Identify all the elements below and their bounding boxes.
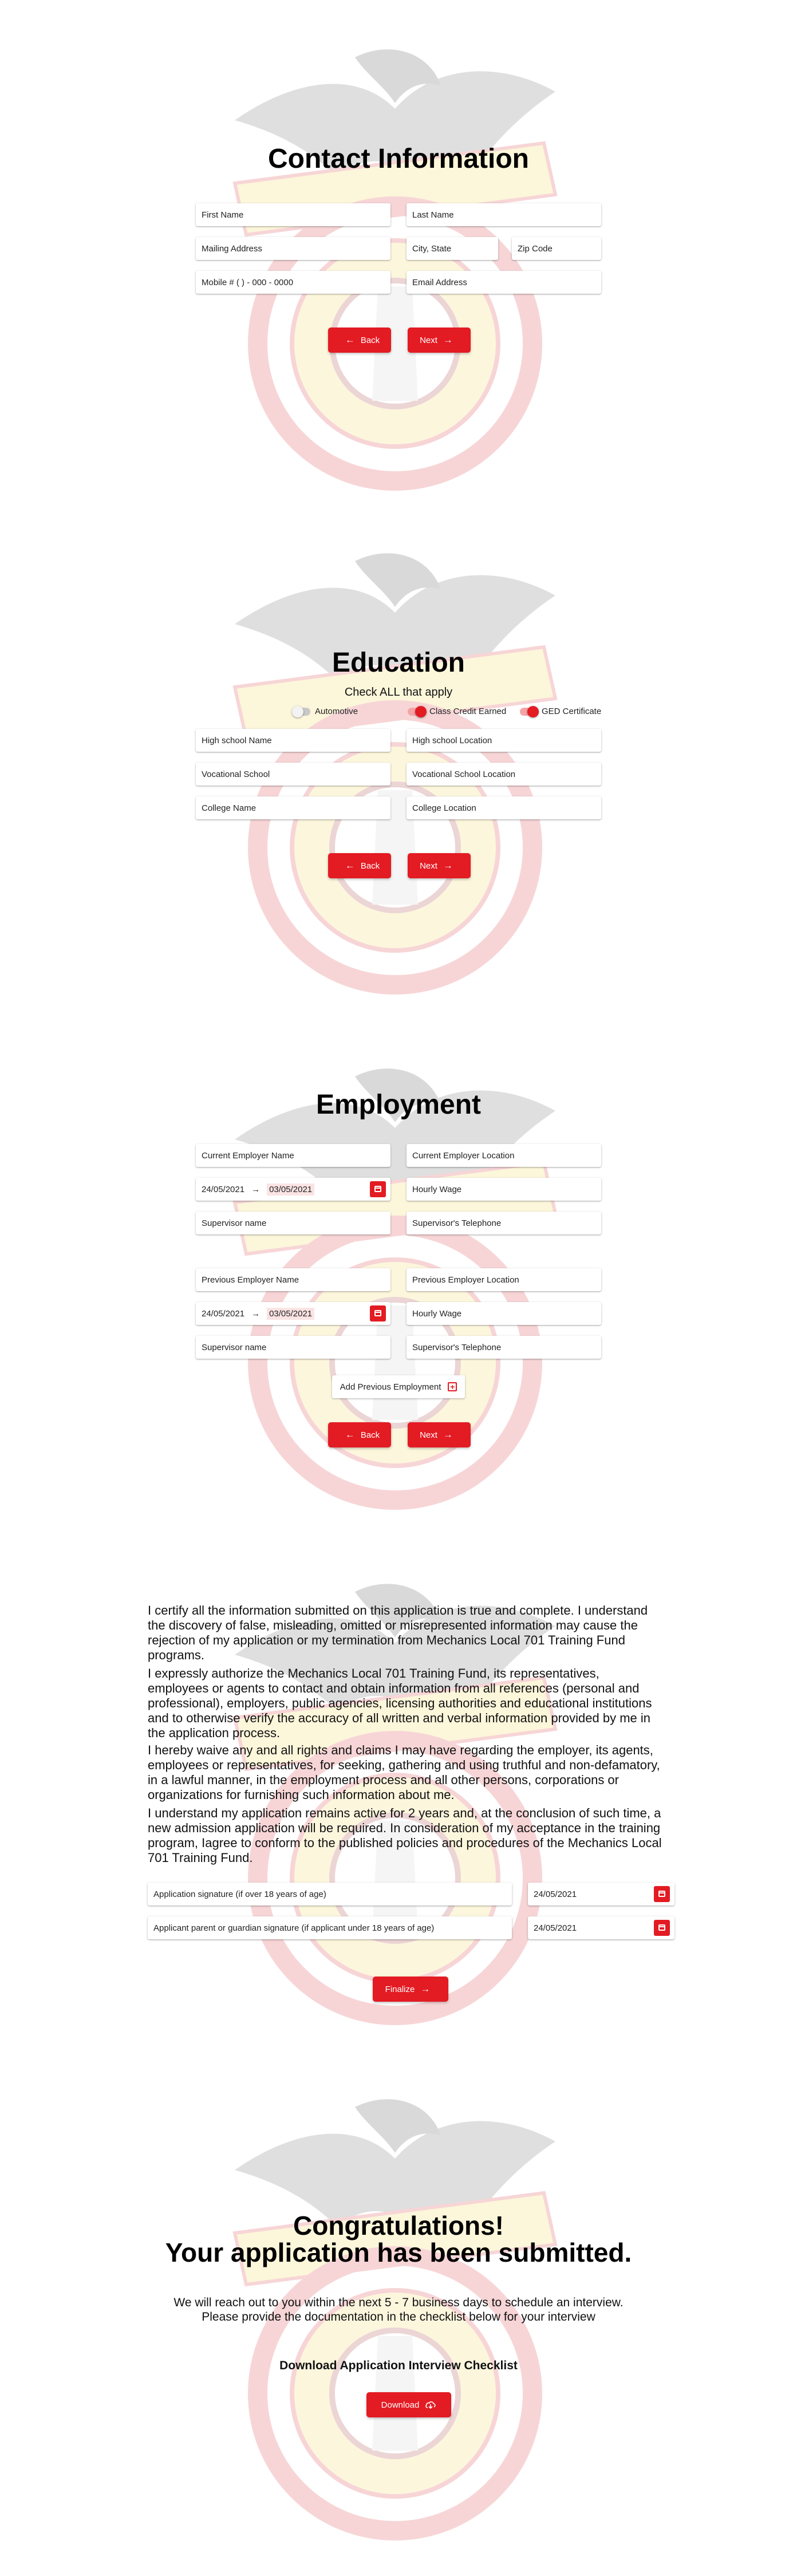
applicant-signature-date[interactable]: 24/05/2021 [528, 1883, 674, 1906]
arrow-right-icon: → [420, 1983, 431, 1994]
current-employment-date-range[interactable] [196, 1178, 390, 1201]
guardian-signature-field[interactable]: Applicant parent or guardian signature (if applicant under 18 years of age) [148, 1916, 512, 1939]
current-employer-name-field[interactable]: Current Employer Name [196, 1144, 390, 1167]
page-title: Contact Information [268, 144, 529, 174]
employment-section [0, 1019, 797, 1534]
end-date: 03/05/2021 [267, 1308, 314, 1320]
first-name-field[interactable]: First Name [196, 203, 390, 226]
submitted-heading: Your application has been submitted. [165, 2238, 632, 2267]
next-button[interactable]: Next → [408, 853, 471, 878]
calendar-icon[interactable] [654, 1886, 670, 1902]
add-box-icon: + [448, 1382, 457, 1391]
add-previous-employment-button[interactable]: Add Previous Employment + [332, 1375, 465, 1398]
current-hourly-wage-field[interactable]: Hourly Wage [407, 1178, 601, 1201]
arrow-right-icon: → [443, 334, 453, 345]
applicant-signature-field[interactable]: Application signature (if over 18 years of age) [148, 1883, 512, 1906]
arrow-left-icon: ← [345, 334, 355, 345]
education-section [0, 504, 797, 1019]
date-separator: → [251, 1184, 261, 1194]
previous-hourly-wage-field[interactable]: Hourly Wage [407, 1302, 601, 1325]
cloud-download-icon [425, 2400, 436, 2409]
back-button[interactable]: ← Back [328, 328, 391, 353]
college-name-field[interactable]: College Name [196, 796, 390, 819]
previous-employment-date-range[interactable] [196, 1302, 390, 1325]
previous-employer-location-field[interactable]: Previous Employer Location [407, 1268, 601, 1291]
certification-paragraph-3: I hereby waive any and all rights and claims I may have regarding the employer, its agents, employees or representatives, for seeking, gathering and using truthful and non-defamatory, in a lawful manner, in the employment process and all other persons, corporations or organizations for furnishing such information about me. [148, 1743, 660, 1802]
calendar-icon[interactable] [370, 1181, 386, 1197]
end-date: 03/05/2021 [267, 1184, 314, 1196]
vocational-school-field[interactable]: Vocational School [196, 763, 390, 786]
arrow-right-icon: → [443, 860, 453, 871]
documentation-info: Please provide the documentation in the checklist below for your interview [202, 2310, 595, 2323]
certification-paragraph-1: I certify all the information submitted on this application is true and complete. I understand the discovery of false, misleading, omitted or misrepresented information may cause the rejection of my application or my termination from Mechanics Local 701 Training Fund programs. [148, 1603, 648, 1662]
start-date: 24/05/2021 [202, 1184, 245, 1194]
calendar-icon[interactable] [654, 1920, 670, 1936]
guardian-signature-date[interactable]: 24/05/2021 [528, 1916, 674, 1939]
date-separator: → [251, 1308, 261, 1319]
email-field[interactable]: Email Address [407, 271, 601, 294]
vocational-location-field[interactable]: Vocational School Location [407, 763, 601, 786]
confirmation-section [0, 2050, 797, 2576]
checklist-title: Download Application Interview Checklist [279, 2359, 518, 2372]
next-button[interactable]: Next → [408, 1422, 471, 1447]
calendar-icon[interactable] [370, 1305, 386, 1321]
back-button[interactable]: ← Back [328, 1422, 391, 1447]
mobile-field[interactable]: Mobile # ( ) - 000 - 0000 [196, 271, 390, 294]
section-subtitle: Check ALL that apply [344, 686, 453, 699]
college-location-field[interactable]: College Location [407, 796, 601, 819]
mailing-address-field[interactable]: Mailing Address [196, 237, 390, 260]
current-employer-location-field[interactable]: Current Employer Location [407, 1144, 601, 1167]
previous-employer-name-field[interactable]: Previous Employer Name [196, 1268, 390, 1291]
certification-paragraph-4: I understand my application remains active for 2 years and, at the conclusion of such time, a new admission application will be required. In consideration of my acceptance in the training program, Iagree to conform to the published policies and procedures of the Mechanics Local 701 Training Fund. [148, 1806, 662, 1865]
finalize-button[interactable]: Finalize → [373, 1977, 448, 2002]
high-school-location-field[interactable]: High school Location [407, 729, 601, 752]
download-button[interactable]: Download [366, 2392, 451, 2417]
certification-section [0, 1534, 797, 2050]
zip-code-field[interactable]: Zip Code [512, 237, 601, 260]
previous-supervisor-name-field[interactable]: Supervisor name [196, 1336, 390, 1359]
start-date: 24/05/2021 [202, 1308, 245, 1319]
eagle-logo-watermark [223, 2096, 567, 2554]
next-button[interactable]: Next → [408, 328, 471, 353]
city-state-field[interactable]: City, State [407, 237, 498, 260]
toggle-class-credit-earned[interactable]: Class Credit Earned [408, 707, 506, 716]
current-supervisor-name-field[interactable]: Supervisor name [196, 1212, 390, 1234]
toggle-automotive[interactable]: Automotive [293, 707, 358, 716]
certification-paragraph-2: I expressly authorize the Mechanics Local 701 Training Fund, its representatives, employees or agents to contact and obtain information from all references (personal and professional), employers, public agencies, licensing authorities and educational institutions and to otherwise verify the accuracy of all written and verbal information provided by me in the application process. [148, 1666, 652, 1740]
arrow-left-icon: ← [345, 1429, 355, 1440]
toggle-ged-certificate[interactable]: GED Certificate [520, 707, 601, 716]
contact-section [0, 0, 797, 515]
follow-up-info: We will reach out to you within the next 5 - 7 business days to schedule an interview. [173, 2296, 624, 2309]
high-school-name-field[interactable]: High school Name [196, 729, 390, 752]
last-name-field[interactable]: Last Name [407, 203, 601, 226]
current-supervisor-phone-field[interactable]: Supervisor's Telephone [407, 1212, 601, 1234]
back-button[interactable]: ← Back [328, 853, 391, 878]
section-title: Employment [315, 1090, 482, 1120]
arrow-left-icon: ← [345, 860, 355, 871]
congratulations-heading: Congratulations! [293, 2211, 504, 2240]
arrow-right-icon: → [443, 1429, 453, 1440]
previous-supervisor-phone-field[interactable]: Supervisor's Telephone [407, 1336, 601, 1359]
eagle-logo-watermark [223, 1065, 567, 1523]
section-title: Education [332, 648, 465, 678]
